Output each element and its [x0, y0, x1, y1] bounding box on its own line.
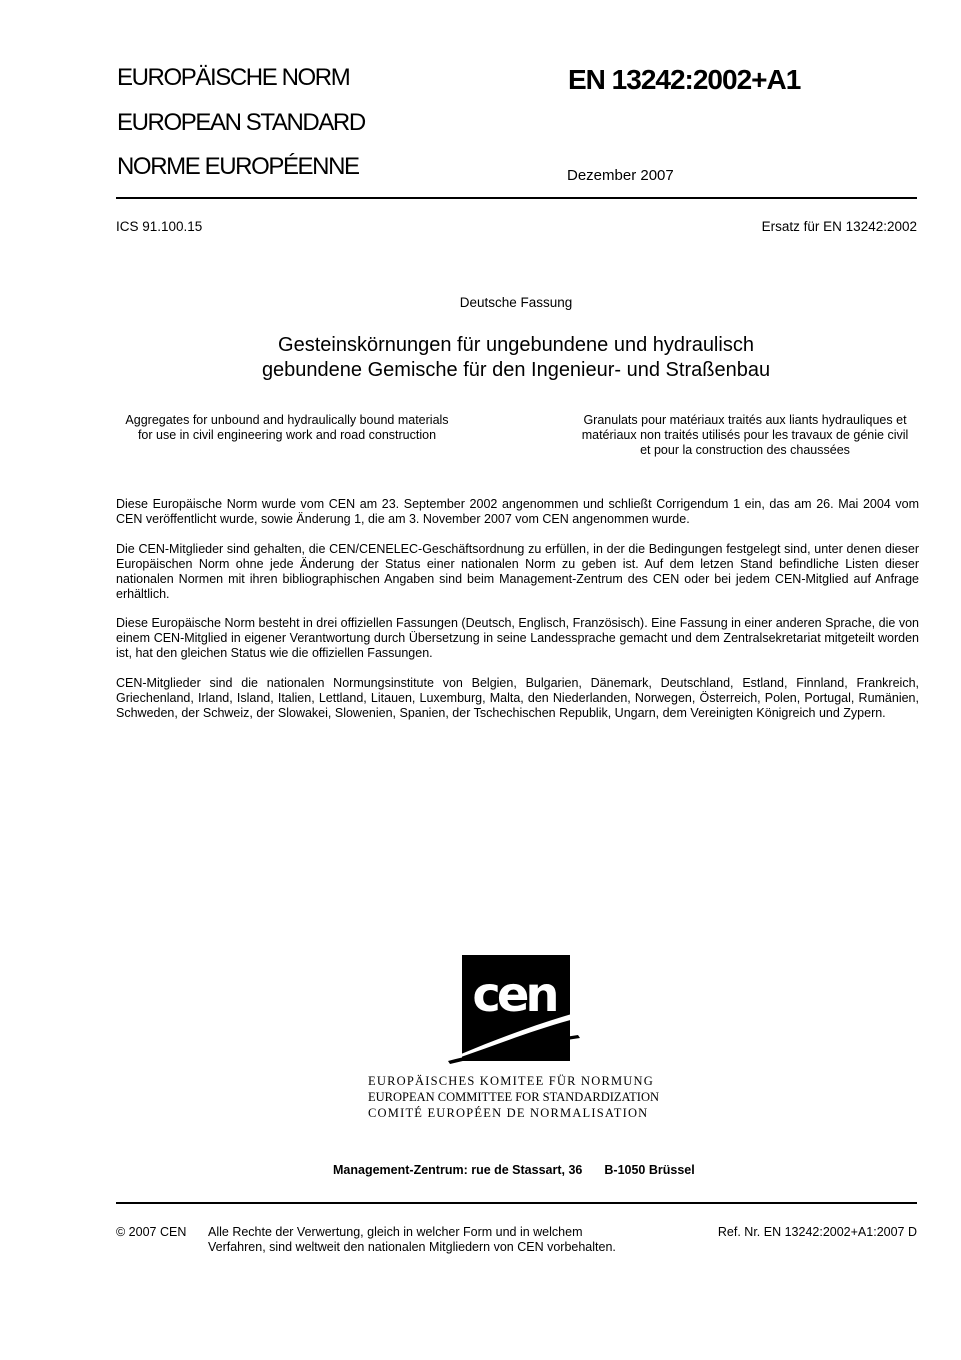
title-de: [166, 333, 866, 383]
paragraph-regulations: Die CEN-Mitglieder sind gehalten, die CEN/CENELEC-Geschäftsordnung zu erfüllen, in der die Bedingungen festgelegt sind, unter denen dieser Europäischen Norm ohne jede Änderung der Status einer nationalen Norm zu geben ist. Auf dem letzen Stand befindliche Listen dieser nationalen Normen mit ihren bibliographischen Angaben sind beim Management-Zentrum des CEN oder bei jedem CEN-Mitglied auf Anfrage erhältlich.: [116, 542, 919, 601]
cen-logo: [462, 955, 570, 1061]
paragraph-members: CEN-Mitglieder sind die nationalen Normungsinstitute von Belgien, Bulgarien, Dänemark, Deutschland, Estland, Finnland, Frankreich, Griechenland, Irland, Island, Italien, Lettland, Litauen, Luxemburg, Malta, den Niederlanden, Norwegen, Österreich, Polen, Portugal, Rumänien, Schweden, der Schweiz, der Slowakei, Slowenien, Spanien, der Tschechischen Republik, Ungarn, dem Vereinigten Königreich und Zypern.: [116, 676, 919, 720]
title-en-line2: for use in civil engineering work and road construction: [137, 428, 437, 442]
org-name-fr: COMITÉ EUROPÉEN DE NORMALISATION: [368, 1106, 649, 1120]
org-name-en: EUROPEAN COMMITTEE FOR STANDARDIZATION: [368, 1090, 660, 1104]
org-name-de: EUROPÄISCHES KOMITEE FÜR NORMUNG: [368, 1074, 654, 1088]
doc-title-de: EUROPÄISCHE NORM: [117, 64, 350, 91]
title-fr-line3: et pour la construction des chaussées: [640, 443, 850, 457]
reference-number: Ref. Nr. EN 13242:2002+A1:2007 D: [717, 1225, 917, 1239]
copyright: © 2007 CEN: [116, 1225, 187, 1239]
address-label: Management-Zentrum: rue de Stassart, 36: [333, 1163, 583, 1177]
address-city: B-1050 Brüssel: [604, 1163, 695, 1177]
title-de-line1: Gesteinskörnungen für ungebundene und hydraulisch: [278, 334, 754, 356]
rights-line1: Alle Rechte der Verwertung, gleich in welcher Form und in welchem: [208, 1225, 583, 1239]
footer-rule: [116, 1202, 917, 1204]
title-en-line1: Aggregates for unbound and hydraulically bound materials: [125, 413, 449, 427]
version-label: Deutsche Fassung: [459, 295, 573, 310]
paragraph-adoption: Diese Europäische Norm wurde vom CEN am 23. September 2002 angenommen und schließt Corrigendum 1 ein, das am 26. Mai 2004 vom CEN veröffentlicht wurde, sowie Änderung 1, die am 3. November 2007 vom CEN angenommen wurde.: [116, 497, 919, 526]
header-rule: [116, 197, 917, 199]
title-fr: [562, 413, 928, 458]
supersedes-note: Ersatz für EN 13242:2002: [761, 219, 917, 234]
doc-title-fr: NORME EUROPÉENNE: [117, 153, 359, 180]
management-centre-address: [333, 1163, 695, 1177]
doc-title-en: EUROPEAN STANDARD: [117, 109, 365, 136]
title-en: [108, 413, 466, 443]
title-de-line2: gebundene Gemische für den Ingenieur- und Straßenbau: [261, 359, 771, 381]
cen-logo-text: cen: [472, 967, 556, 1023]
ics-code: ICS 91.100.15: [116, 219, 203, 234]
rights-line2: Verfahren, sind weltweit den nationalen Mitgliedern von CEN vorbehalten.: [208, 1240, 616, 1254]
paragraph-versions: Diese Europäische Norm besteht in drei offiziellen Fassungen (Deutsch, Englisch, Französisch). Eine Fassung in einer anderen Sprache, die von einem CEN-Mitglied in eigener Verantwortung durch Übersetzung in seine Landessprache gemacht und dem Zentralsekretariat mitgeteilt worden ist, hat den gleichen Status wie die offiziellen Fassungen.: [116, 616, 919, 660]
publication-date: Dezember 2007: [567, 167, 674, 184]
title-fr-line1: Granulats pour matériaux traités aux liants hydrauliques et: [583, 413, 907, 427]
cen-logo-swoosh: [448, 1035, 588, 1065]
standard-number: EN 13242:2002+A1: [568, 64, 801, 95]
rights-notice: [208, 1225, 616, 1255]
title-fr-line2: matériaux non traités utilisés pour les travaux de génie civil: [581, 428, 909, 442]
